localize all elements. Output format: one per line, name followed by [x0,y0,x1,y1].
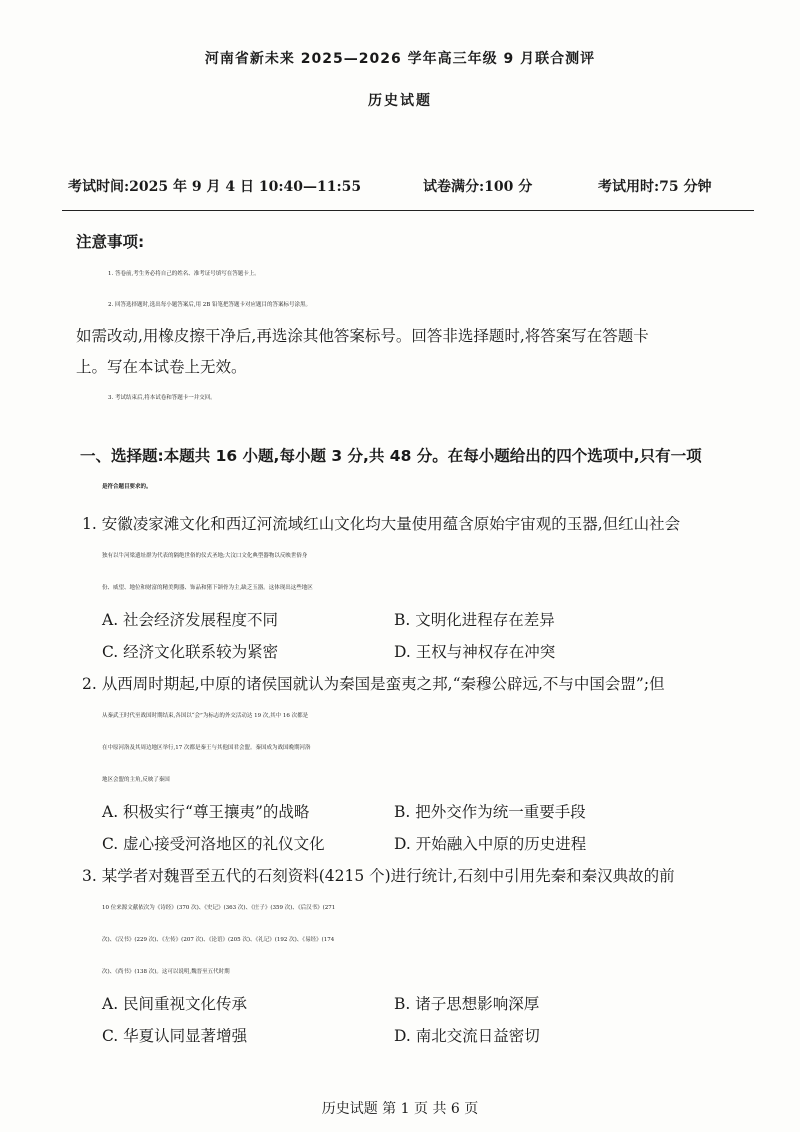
page-footer: 历史试题 第 1 页 共 6 页 [321,1101,479,1117]
question-2-option-b: B. 把外交作为统一重要手段 [394,803,586,821]
question-1-option-c: C. 经济文化联系较为紧密 [102,643,279,661]
exam-time: 考试时间:2025 年 9 月 4 日 10:40—11:55 [68,179,362,195]
question-2-option-a: A. 积极实行“尊王攘夷”的战略 [102,803,310,821]
question-1-line-2: 独有以牛河梁遗址群为代表的隔绝世俗的仪式圣地;大汶口文化典型器物以反映世俗身 [102,553,308,559]
question-2-option-c: C. 虚心接受河洛地区的礼仪文化 [102,835,325,853]
question-2-line-1: 2. 从西周时期起,中原的诸侯国就认为秦国是蛮夷之邦,“秦穆公辟远,不与中国会盟”;但 [82,675,665,693]
question-2-line-4: 地区会盟的主角,反映了秦国 [102,777,170,783]
notice-item-1: 1. 答卷前,考生务必将自己的姓名、准考证号填写在答题卡上。 [108,271,260,277]
question-3-line-1: 3. 某学者对魏晋至五代的石刻资料(4215 个)进行统计,石刻中引用先秦和秦汉典故的前 [82,867,675,885]
notice-heading: 注意事项: [76,233,145,251]
notice-item-2-line-3: 上。写在本试卷上无效。 [76,358,247,376]
question-3-line-3: 次)、《汉书》(229 次)、《左传》(207 次)、《论语》(205 次)、《礼记》(192 次)、《易经》(174 [102,937,335,943]
question-1-line-1: 1. 安徽凌家滩文化和西辽河流域红山文化均大量使用蕴含原始宇宙观的玉器,但红山社会 [82,515,681,533]
exam-duration: 考试用时:75 分钟 [598,179,712,195]
section-1-instructions-line-2: 是符合题目要求的。 [102,484,152,490]
question-1-option-d: D. 王权与神权存在冲突 [394,643,556,661]
question-3-line-2: 10 位来源文献依次为《诗经》(370 次)、《史记》(363 次)、《庄子》(359 次)、《后汉书》(271 [102,905,336,911]
question-3-option-c: C. 华夏认同显著增强 [102,1027,248,1045]
exam-subtitle: 历史试题 [368,93,432,109]
question-2-line-3: 在中原河洛及其周边地区举行,17 次都是秦王与其他国君会盟。秦国成为战国晚期河洛 [102,745,311,751]
notice-item-3: 3. 考试结束后,将本试卷和答题卡一并交回。 [108,395,216,401]
header-divider [62,210,754,211]
question-1-option-b: B. 文明化进程存在差异 [394,611,555,629]
section-1-instructions-line-1: 一、选择题:本题共 16 小题,每小题 3 分,共 48 分。在每小题给出的四个选项中,只有一项 [80,447,702,465]
full-score: 试卷满分:100 分 [423,179,533,195]
question-3-option-a: A. 民间重视文化传承 [102,995,248,1013]
question-3-option-d: D. 南北交流日益密切 [394,1027,540,1045]
notice-item-2-line-1: 2. 回答选择题时,选出每小题答案后,用 2B 铅笔把答题卡对应题目的答案标号涂黑。 [108,302,312,308]
exam-title: 河南省新未来 2025—2026 学年高三年级 9 月联合测评 [204,51,596,67]
question-3-option-b: B. 诸子思想影响深厚 [394,995,540,1013]
question-1-option-a: A. 社会经济发展程度不同 [102,611,279,629]
question-2-line-2: 从秦武王时代至战国时期结束,各国以“会”为标志的外交活动达 19 次,其中 16 次都是 [102,713,309,719]
question-3-line-4: 次)、《尚书》(138 次)。这可以说明,魏晋至五代时期 [102,969,230,975]
question-1-line-3: 份、威望、地位和财富的精美陶器、饰品和猪下颌骨为主,缺乏玉器。这体现出这些地区 [102,585,313,591]
notice-item-2-line-2: 如需改动,用橡皮擦干净后,再选涂其他答案标号。回答非选择题时,将答案写在答题卡 [76,327,649,345]
question-2-option-d: D. 开始融入中原的历史进程 [394,835,587,853]
